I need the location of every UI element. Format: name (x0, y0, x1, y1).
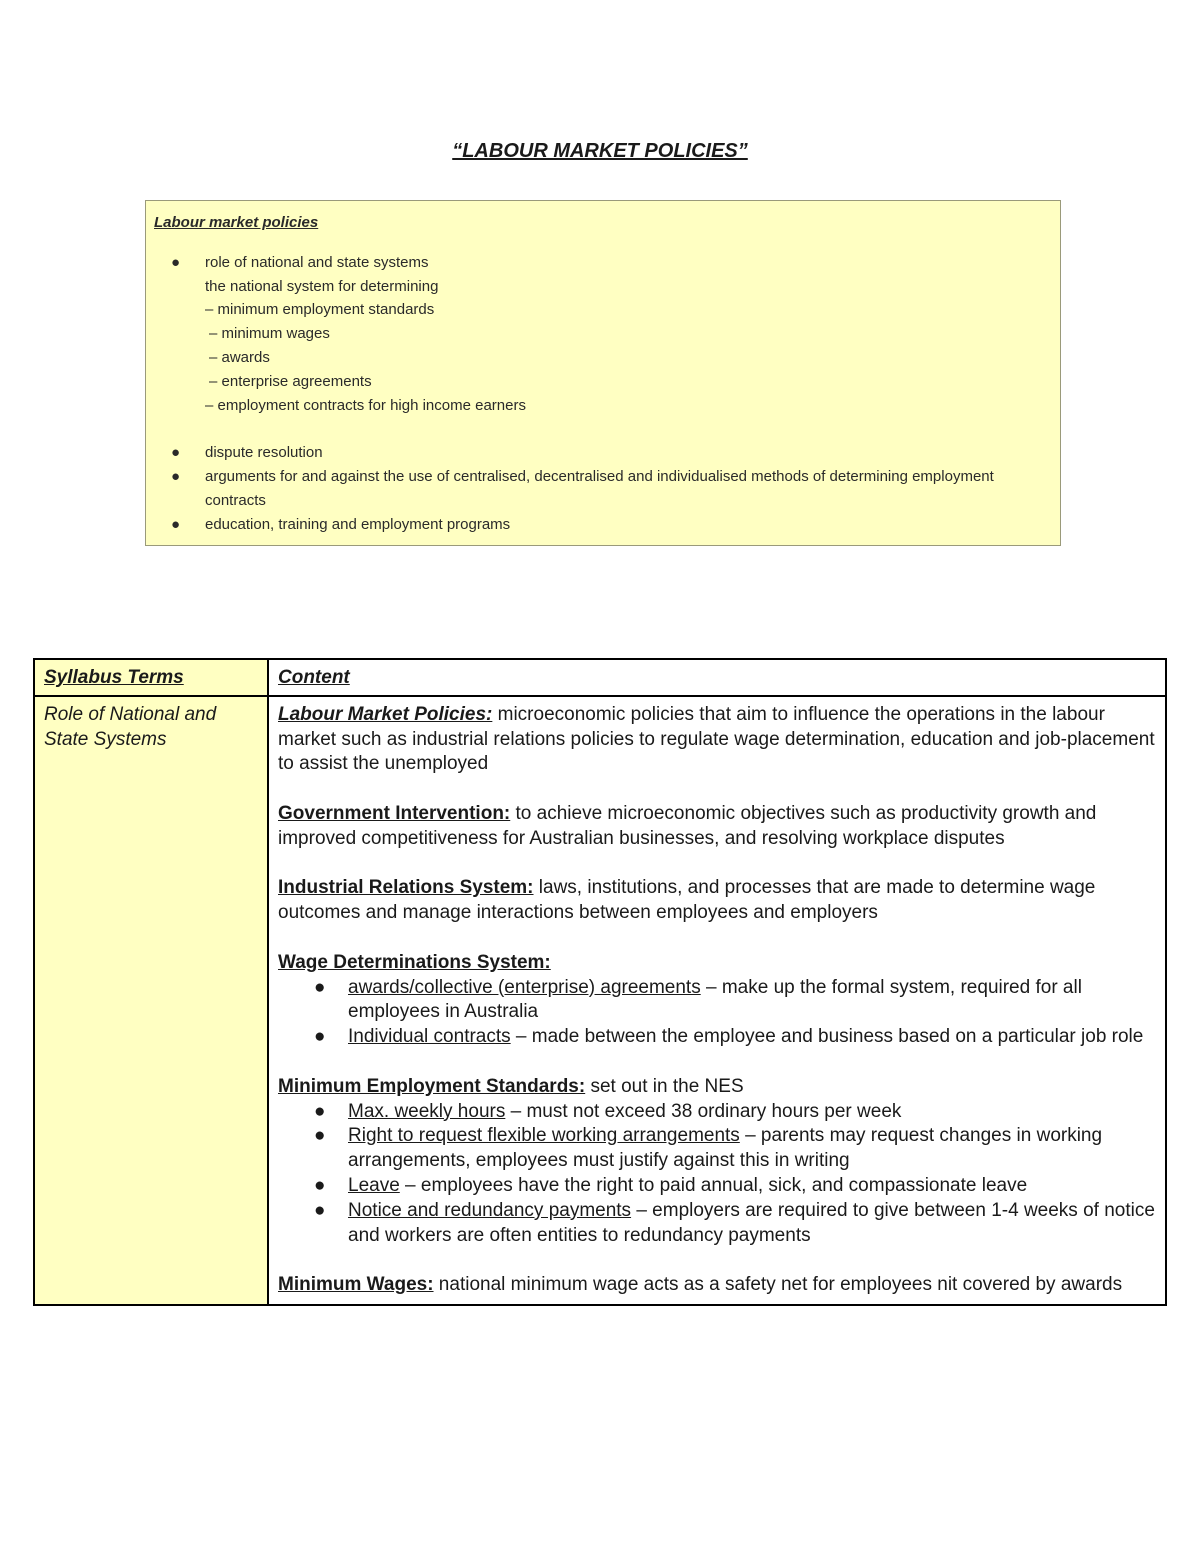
list-item: ● Leave – employees have the right to paid annual, sick, and compassionate leave (278, 1174, 1156, 1199)
syllabus-content-table (33, 658, 1167, 1306)
definition-industrial-relations-system: Industrial Relations System: laws, institutions, and processes that are made to determine wage outcomes and manage interactions between employees and employers (278, 877, 1096, 924)
bullet-icon: ● (314, 1199, 326, 1221)
syllabus-sub-item: – minimum employment standards (205, 301, 435, 319)
bullet-list (278, 976, 1156, 1050)
syllabus-intro: the national system for determining (205, 277, 439, 295)
definition-minimum-employment-standards: Minimum Employment Standards: set out in the NES ● Max. weekly hours – must not exceed 38 ordinary hours per week ● Right to request flexible working arrangements – parents may request changes in working arrangements, employees must justify against this in writing ● Leave – employees have the right to paid annual, sick, and compassionate leave ● Notice and redundancy payments – employers are required to give between 1-4 weeks of notice and workers are often entities to redundancy payments (278, 1075, 1156, 1249)
header-syllabus-terms: Syllabus Terms (44, 667, 184, 688)
document-title: “LABOUR MARKET POLICIES” (452, 140, 748, 162)
bullet-icon: ● (314, 1100, 326, 1122)
term-cell (34, 696, 268, 1305)
bullet-icon: ● (314, 976, 326, 998)
bullet-icon: ● (314, 1174, 326, 1196)
bullet-icon: ● (171, 515, 181, 533)
definition-labour-market-policies: Labour Market Policies: microeconomic policies that aim to influence the operations in the labour market such as industrial relations policies to regulate wage determination, education and job-placement to assist the unemployed (278, 703, 1155, 775)
bullet-icon: ● (314, 1026, 326, 1048)
definition-wage-determinations-system: Wage Determinations System: ● awards/collective (enterprise) agreements – make up the formal system, required for all employees in Australia ● Individual contracts – made between the employee and business based on a particular job role (278, 951, 1156, 1050)
syllabus-box-heading: Labour market policies (154, 214, 319, 231)
bullet-icon: ● (314, 1125, 326, 1147)
bullet-icon: ● (171, 468, 181, 486)
content-cell (268, 696, 1166, 1305)
table-row (34, 696, 1166, 1305)
list-item: ● Individual contracts – made between the employee and business based on a particular job role (278, 1025, 1156, 1050)
header-content: Content (278, 667, 350, 688)
syllabus-term: Role of National and State Systems (44, 703, 217, 750)
table-header-cell (34, 659, 268, 696)
syllabus-sub-item: – minimum wages (209, 325, 330, 343)
syllabus-sub-item: – awards (209, 348, 270, 366)
list-item: ● Max. weekly hours – must not exceed 38 ordinary hours per week (278, 1100, 1156, 1125)
syllabus-item: ● dispute resolution (154, 441, 1052, 465)
table-header-row (34, 659, 1166, 696)
definition-minimum-wages: Minimum Wages: national minimum wage acts as a safety net for employees nit covered by awards (278, 1274, 1123, 1296)
syllabus-sub-item: – enterprise agreements (209, 372, 372, 390)
bullet-icon: ● (171, 253, 181, 271)
table-header-cell (268, 659, 1166, 696)
syllabus-box (145, 200, 1061, 546)
spacer (154, 417, 1052, 441)
definition-government-intervention: Government Intervention: to achieve microeconomic objectives such as productivity growth and improved competitiveness for Australian businesses, and resolving workplace disputes (278, 802, 1097, 849)
bullet-icon: ● (171, 444, 181, 462)
syllabus-item: ● role of national and state systems (154, 251, 1052, 275)
syllabus-item: ● education, training and employment programs (154, 513, 1052, 537)
bullet-list (278, 1100, 1156, 1249)
syllabus-sub-item: – employment contracts for high income earners (205, 396, 526, 414)
list-item: ● awards/collective (enterprise) agreements – make up the formal system, required for all employees in Australia (314, 976, 1082, 1023)
list-item: ● Right to request flexible working arrangements – parents may request changes in working arrangements, employees must justify against this in writing (314, 1125, 1103, 1172)
syllabus-item: ● arguments for and against the use of centralised, decentralised and individualised methods of determining employment contracts (154, 465, 1052, 513)
list-item: ● Notice and redundancy payments – employers are required to give between 1-4 weeks of notice and workers are often entities to redundancy payments (314, 1199, 1155, 1246)
